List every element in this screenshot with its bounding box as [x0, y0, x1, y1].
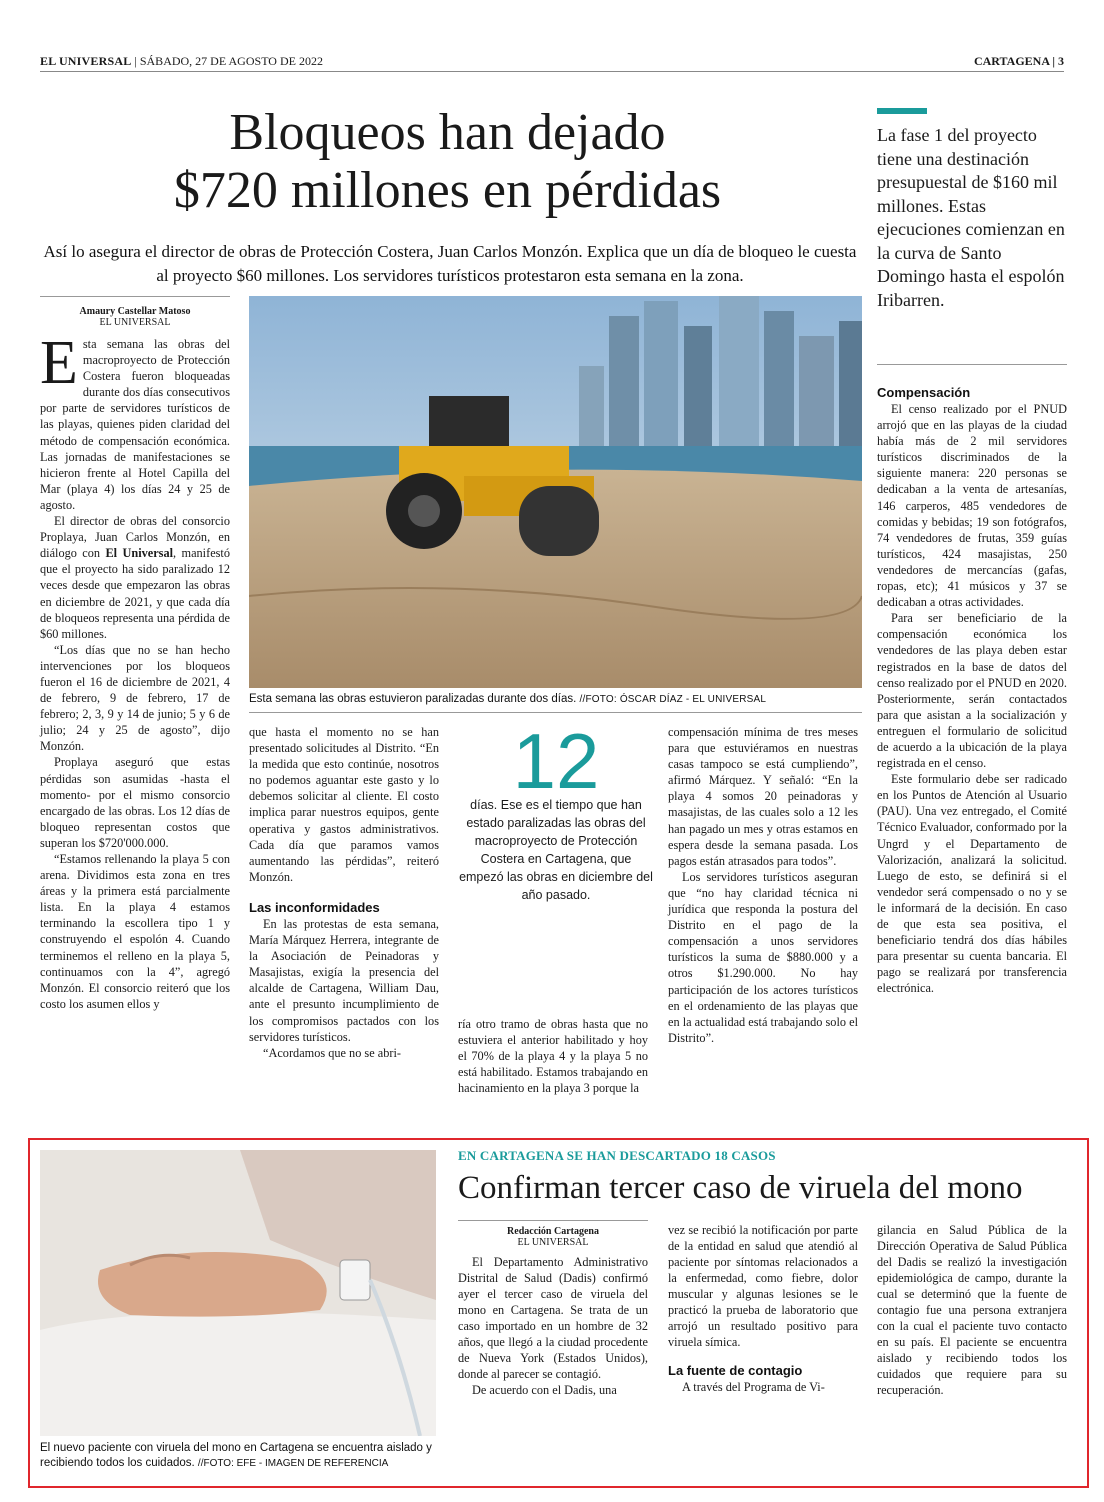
outlet-name: EL UNIVERSAL — [517, 1237, 589, 1248]
pull-quote: La fase 1 del proyecto tiene una destinación presupuestal de $160 mil millones. Estas ejecuciones comienzan en la curva de Santo Domingo hasta el espolón Iribarren. — [877, 125, 1065, 310]
byline — [458, 1226, 648, 1248]
article-column-1: El Departamento Administrativo Distrital de Salud (Dadis) confirmó ayer el tercer caso de viruela del mono en Cartagena. Se trata de un caso importado en un hombre de 32 años, que llegó a la ciudad procedente de Nueva York (Estados Unidos), donde al parecer se contagió. De acuerdo con el Dadis, una — [458, 1255, 648, 1397]
divider — [249, 712, 862, 713]
sidebar-column: Compensación El censo realizado por el PNUD arrojó que en las playas de la ciudad había más de 2 mil servidores turísticos discriminados de la siguiente manera: 220 personas se dedicaban a la venta de artesanías, 146 carperos, 485 vendedores de comidas y bebidas; 19 son fotógrafos, 74 vendedores de frutas, 359 guías turísticos, 424 masajistas, 250 vendedores de mercancías (gafas, ropas, etc); 41 músicos y 37 se dedicaban a otras actividades. Para ser beneficiario de la compensación económica los vendedores de las playa deben estar registrados en la base de datos del censo realizado por el PNUD en 2020. Posteriormente, serán contactados para que asistan a la socialización y entreguen el formulario de solicitud de acuerdo a la ubicación de la playa registrada en el censo. Este formulario debe ser radicado en los Puntos de Atención al Usuario (PAU). Una vez entregado, el Comité Técnico Evaluador, conformado por la Ungrd y el Departamento de Valorización, analizará la solicitud. Luego de esto, se definirá si el vendedor será compensado o no y se le informará de la decisión. En caso de que esta sea positiva, el beneficiario tendrá dos días hábiles para presentar su cuenta bancaria. El pago se realizará por transferencia electrónica. — [877, 385, 1067, 996]
author-name: Redacción Cartagena — [507, 1226, 599, 1237]
article-column-3: ría otro tramo de obras hasta que no estuviera el anterior habilitado y hoy el 70% de la playa 4 y la playa 5 no está habilitado. Estamos trabajando en hacinamiento en la playa 3 porque la — [458, 1017, 648, 1096]
patient-image — [40, 1150, 436, 1436]
photo-caption: El nuevo paciente con viruela del mono en Cartagena se encuentra aislado y recibiendo todos los cuidados. //FOTO: EFE - IMAGEN DE REFERENCIA — [40, 1442, 432, 1469]
big-number: 12 — [512, 717, 600, 805]
main-dek: Así lo asegura el director de obras de Protección Costera, Juan Carlos Monzón. Explica que un día de bloqueo le cuesta al proyecto $60 millones. Los servidores turísticos protestaron esta semana en la zona. — [43, 242, 857, 285]
page-header: EL UNIVERSAL | SÁBADO, 27 DE AGOSTO DE 2022 CARTAGENA | 3 — [40, 54, 1064, 72]
photo-credit: //FOTO: ÓSCAR DÍAZ - EL UNIVERSAL — [579, 694, 767, 705]
patient-photo — [40, 1150, 436, 1436]
article-column-4: compensación mínima de tres meses para que estuviéramos en nuestras casas tampoco se está cumpliendo”, afirmó Márquez. Y señaló: “En la playa 4 somos 20 peinadoras y masajistas, de las cuales solo a 12 les han pagado un mes y otras estamos en espera desde la semana pasada. Los pagos están atrasados para todos”. Los servidores turísticos aseguran que “no hay claridad técnica ni jurídica que responda la postura del Distrito en el pago de la compensación a unos servidores turísticos la suma de $880.000 y a otros $1.290.000. No hay participación de los actores turísticos en el ordenamiento de las playas que en la actualidad está trabajando solo el Distrito”. — [668, 725, 858, 1045]
kicker: EN CARTAGENA SE HAN DESCARTADO 18 CASOS — [458, 1148, 776, 1163]
photo-credit: //FOTO: EFE - IMAGEN DE REFERENCIA — [197, 1458, 389, 1469]
outlet-name: EL UNIVERSAL — [99, 317, 171, 328]
subheading: La fuente de contagio — [668, 1363, 803, 1378]
article-column-2: vez se recibió la notificación por parte de la entidad en salud que atendió al paciente por síntomas relacionados a la enfermedad, como fiebre, dolor muscular y algunas lesiones se le practicó la prueba de laboratorio que arrojó un resultado positivo para viruela símica. La fuente de contagio A través del Programa de Vi- — [668, 1223, 858, 1394]
construction-photo — [249, 296, 862, 688]
main-headline: Bloqueos han dejado $720 millones en pérdidas — [173, 104, 722, 219]
drop-cap: E — [40, 329, 78, 397]
divider — [40, 296, 230, 297]
divider — [877, 364, 1067, 365]
big-number-text: días. Ese es el tiempo que han estado paralizadas las obras del macroproyecto de Protección Costera en Cartagena, que empezó las obras en diciembre del año pasado. — [459, 798, 653, 902]
steamroller-image — [249, 296, 862, 688]
page-date: SÁBADO, 27 DE AGOSTO DE 2022 — [139, 54, 323, 68]
article-column-2: que hasta el momento no se han presentado solicitudes al Distrito. “En la medida que esto continúe, nosotros no podemos aguantar este gasto y lo debemos solicitar al cliente. El costo implica parar nuestros equipos, gente operativa y gastos administrativos. Cada día que paramos vamos aumentando las pérdidas”, reiteró Monzón. Las inconformidades En las protestas de esta semana, María Márquez Herrera, integrante de la Asociación de Peinadoras y Masajistas, exigía la presencia del alcalde de Cartagena, William Dau, ante el presunto incumplimiento de los compromisos pactados con los servidores turísticos. “Acordamos que no se abri- — [249, 725, 439, 1060]
divider — [458, 1220, 648, 1221]
secondary-headline: Confirman tercer caso de viruela del mono — [458, 1170, 1023, 1206]
subheading: Compensación — [877, 385, 971, 400]
section-name: CARTAGENA — [973, 54, 1050, 68]
accent-bar — [877, 108, 927, 114]
page-number: 3 — [1058, 54, 1064, 68]
article-column-1: Esta semana las obras del macroproyecto de Protección Costera fueron bloqueadas durante dos días consecutivos por parte de servidores turísticos de las playas, quienes piden claridad del método de compensación económica. Las jornadas de manifestaciones se hicieron frente al Hotel Capilla del Mar (playa 4) los días 24 y 25 de agosto. El director de obras del consorcio Proplaya, Juan Carlos Monzón, en diálogo con El Universal, manifestó que el proyecto ha sido paralizado 12 veces desde que empezaron las obras en diciembre de 2021, y que cada día de bloqueos representa una pérdida de $60 millones. “Los días que no se han hecho intervenciones por los bloqueos fueron el 16 de diciembre de 2021, 4 de febrero, 9 de febrero, 17 de febrero; 2, 3, 9 y 14 de junio; 5 y 6 de julio; 24 y 25 de agosto”, dijo Monzón. Proplaya aseguró que estas pérdidas son asumidas -hasta el momento- por el mismo consorcio encargado de las obras. Los 12 días de bloqueo representan costos que superan los $720'000.000. “Estamos rellenando la playa 5 con arena. Dividimos esta zona en tres áreas y la primera está parcialmente lista. En la playa 4 estamos terminando la escollera tipo 1 y construyendo el espolón 4. Cuando terminemos el relleno en la playa 5, continuamos con la 4”, agregó Monzón. El consorcio reiteró que los costo los asumen ellos y — [40, 329, 230, 1011]
paper-name: EL UNIVERSAL — [40, 54, 132, 68]
subheading: Las inconformidades — [249, 899, 380, 915]
outlet-mention: El Universal — [105, 546, 174, 561]
byline — [40, 306, 230, 328]
article-column-3: gilancia en Salud Pública de la Dirección Operativa de Salud Pública del Dadis se realizó la investigación epidemiológica de campo, durante la cual se determinó que la fuente de contagio fue una persona extranjera con la cual el paciente tuvo contacto en su país. El paciente se encuentra aislado y recibiendo todos los cuidados que requiere para su recuperación. — [877, 1223, 1067, 1397]
author-name: Amaury Castellar Matoso — [79, 306, 191, 317]
photo-caption: Esta semana las obras estuvieron paralizadas durante dos días. //FOTO: ÓSCAR DÍAZ - EL UNIVERSAL — [249, 693, 767, 705]
